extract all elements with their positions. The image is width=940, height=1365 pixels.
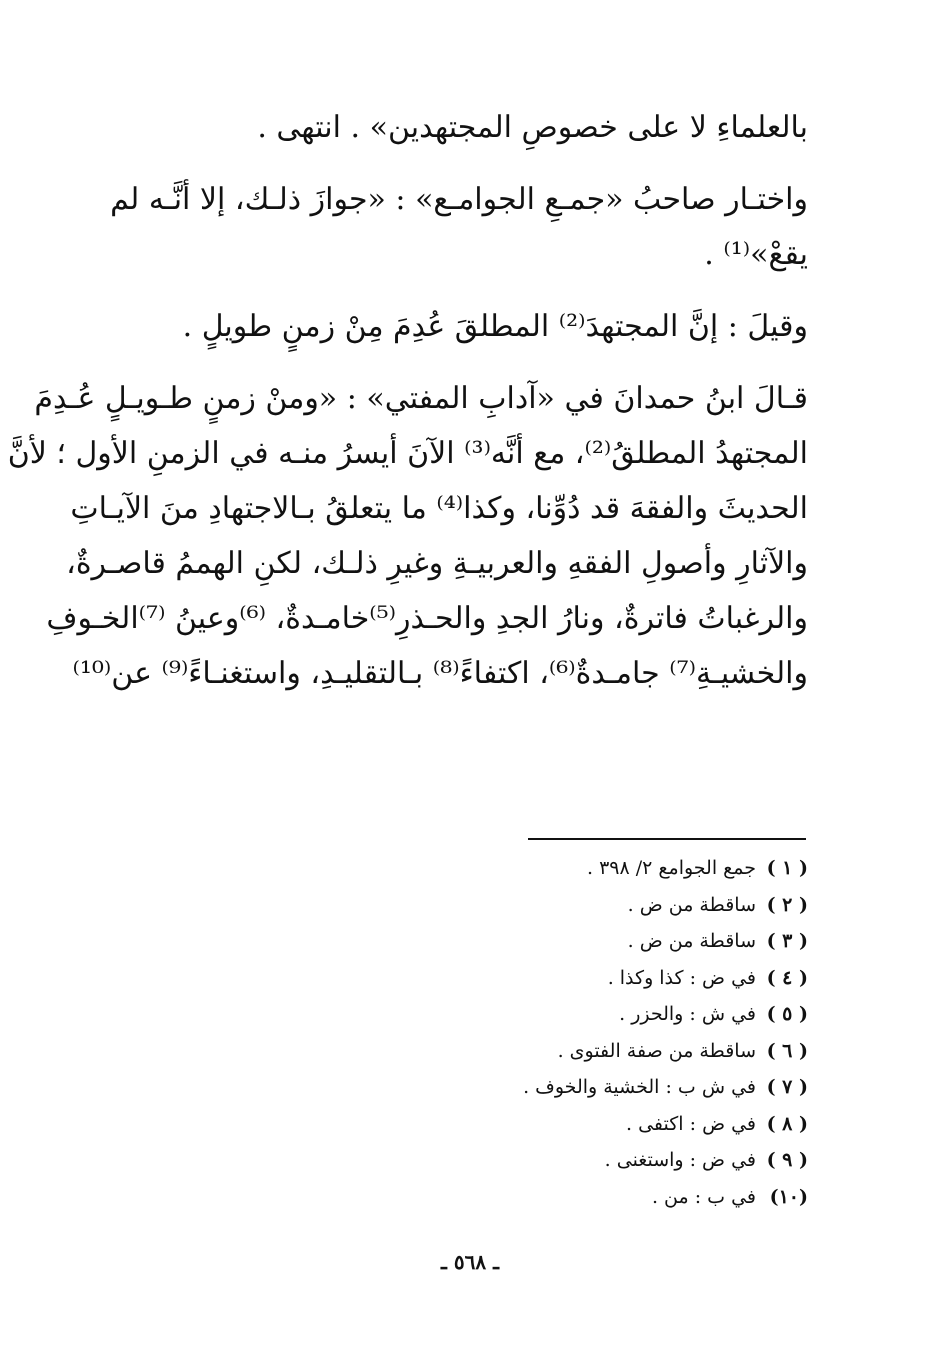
text-line: المجتهدُ المطلقُ⁽²⁾، مع أنَّه⁽³⁾ الآنَ أيسرُ منـه في الزمنِ الأول ؛ لأنَّ [7,436,808,471]
footnote [388,1033,808,1070]
text-line: وقيلَ : إنَّ المجتهدَ⁽²⁾ المطلقَ عُدِمَ مِنْ زمنٍ طويلٍ . [182,309,808,344]
footnote-number: ( ١ ) [766,857,808,879]
text-line: واختـار صاحبُ «جمـعِ الجوامـع» : «جوازَ ذلـك، إلا أنَّـه لم [110,182,808,217]
footnote-number: ( ٧ ) [766,1076,808,1098]
footnote-number: ( ٨ ) [766,1112,808,1135]
footnote-text: في ش ب : الخشية والخوف . [523,1076,756,1098]
text-line: والآثارِ وأصولِ الفقهِ والعربيـةِ وغيرِ ذلـك، لكنِ الهممُ قاصـرةٌ، [66,546,808,581]
paragraph-1 [128,100,808,155]
footnote-separator [528,838,806,840]
footnote-number: ( ٦ ) [766,1039,808,1062]
footnote-text: في ض : كذا وكذا . [607,966,756,989]
footnote-number: ( ٩ ) [766,1149,808,1171]
text-line: والخشيـةِ⁽⁷⁾ جامـدةٌ⁽⁶⁾، اكتفاءً⁽⁸⁾ بـالتقليـدِ، واستغنـاءً⁽⁹⁾ عن⁽¹⁰⁾ [72,656,808,691]
footnote-number: ( ٢ ) [766,893,808,916]
footnote [388,923,808,960]
footnote-number: ( ٥ ) [766,1003,808,1025]
footnote-text: ساقطة من ض . [627,893,756,916]
footnote-text: ساقطة من صفة الفتوى . [557,1039,756,1062]
text-line: والرغباتُ فاترةٌ، ونارُ الجدِ والحـذرِ⁽⁵⁾خامـدةٌ، ⁽⁶⁾وعينُ ⁽⁷⁾الخـوفِ [46,601,808,636]
text-line: قـالَ ابنُ حمدانَ في «آدابِ المفتي» : «ومنْ زمنٍ طـويـلٍ عُـدِمَ [34,381,808,416]
footnote-number: ( ٤ ) [766,966,808,989]
paragraph-3 [128,299,808,354]
footnote-text: في ب : من . [651,1185,756,1208]
paragraph-4 [7,371,808,701]
footnote [388,850,808,887]
footnote-text: جمع الجوامع ٢/ ٣٩٨ . [586,857,756,879]
footnote [388,996,808,1033]
footnote-text: في ش : والحزر . [619,1003,756,1025]
text-line: يقعْ»⁽¹⁾ . [704,237,808,272]
page-number: ـ ٥٦٨ ـ [441,1250,499,1274]
text-line: الحديثَ والفقهَ قد دُوِّنا، وكذا⁽⁴⁾ ما يتعلقُ بـالاجتهادِ منَ الآيـاتِ [70,491,808,526]
paragraph-2 [110,172,808,282]
footnote [388,1142,808,1179]
footnote-text: في ض : اكتفى . [626,1112,756,1135]
footnote-number: ( ٣ ) [766,930,808,952]
footnote [388,887,808,924]
footnote-text: في ض : واستغنى . [604,1149,756,1171]
footnote [388,1106,808,1143]
footnote-text: ساقطة من ض . [627,930,756,952]
text-line: بالعلماءِ لا على خصوصِ المجتهدين» . انتهى . [257,110,808,145]
footnote [388,1069,808,1106]
footnote [388,1179,808,1216]
footnote [388,960,808,997]
footnote-number: (١٠) [769,1185,808,1208]
main-text [7,100,808,718]
footnotes [388,850,808,1215]
